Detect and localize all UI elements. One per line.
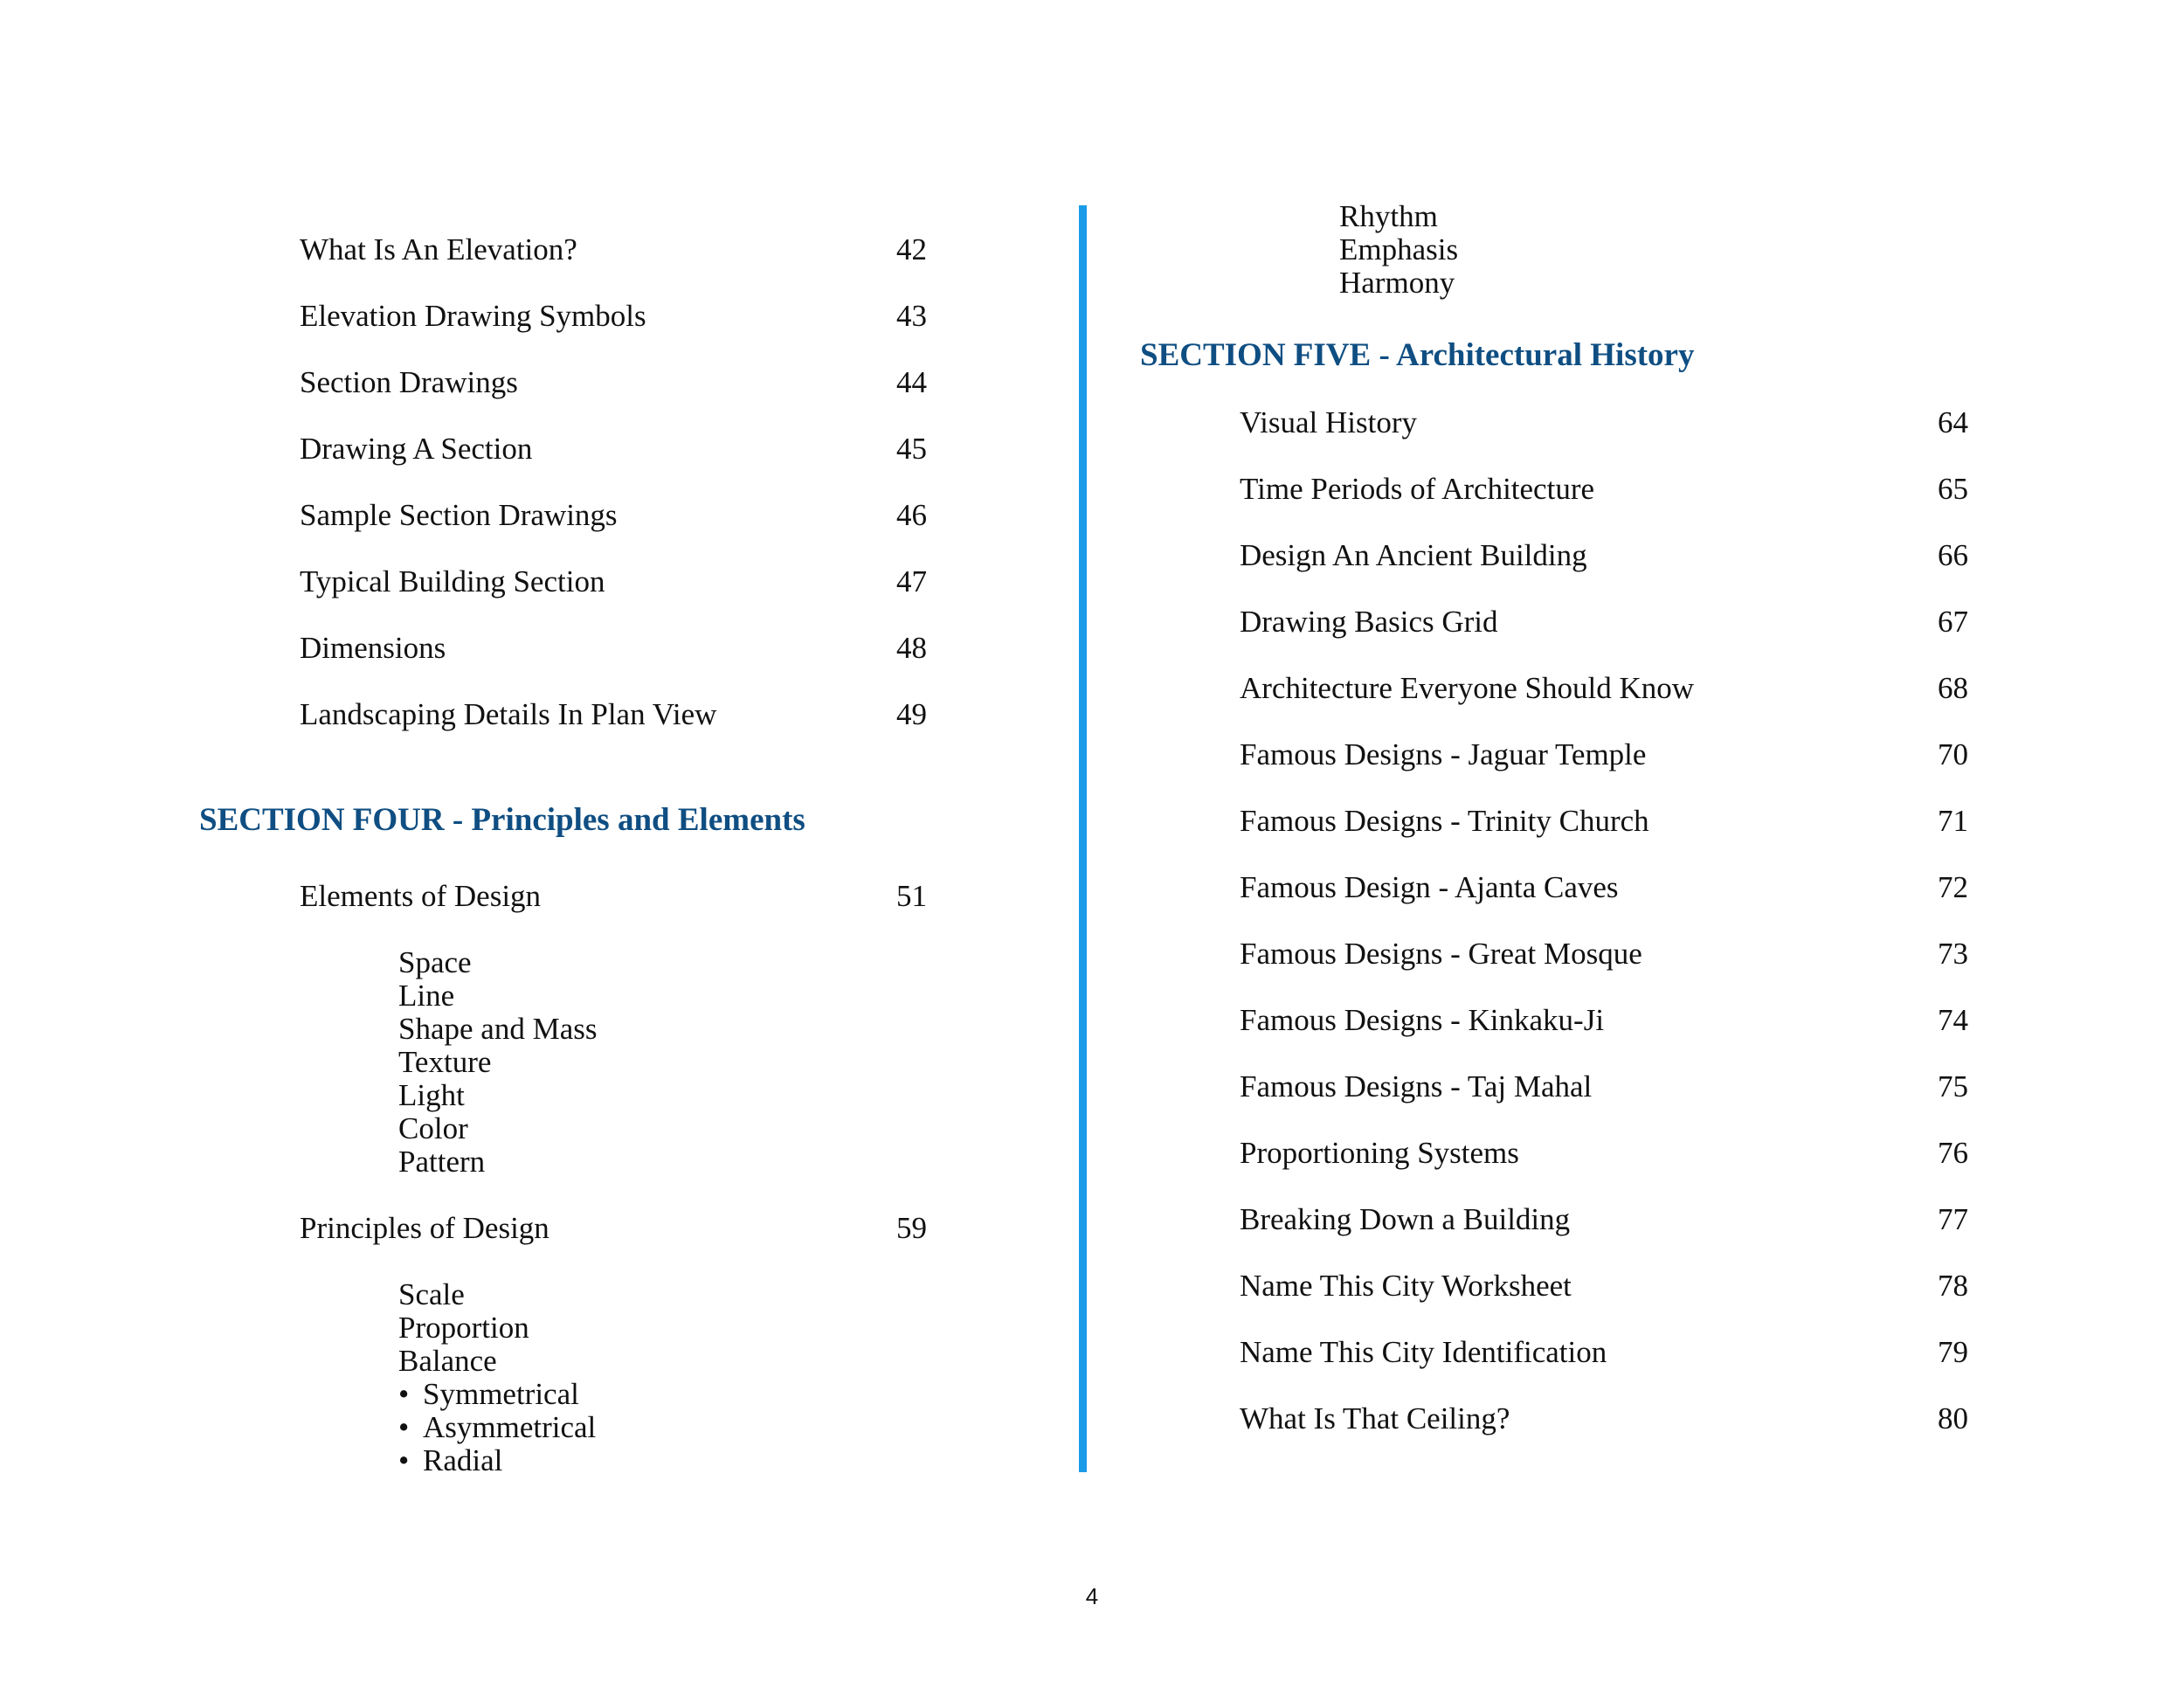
design-element-item: Color (398, 1111, 468, 1145)
design-principle-item: Harmony (1339, 266, 1455, 300)
toc-entry-title: Name This City Identification (1240, 1335, 1607, 1369)
design-principle-item: Scale (398, 1277, 465, 1311)
toc-entry-title: Famous Designs - Jaguar Temple (1240, 737, 1647, 771)
elements-of-design-title: Elements of Design (300, 879, 542, 913)
section-four-heading: SECTION FOUR - Principles and Elements (199, 802, 805, 838)
toc-entry-page: 67 (1938, 605, 1968, 639)
balance-type-label: Radial (423, 1443, 503, 1477)
toc-entry-title: Typical Building Section (300, 564, 605, 598)
toc-entry-page: 44 (896, 365, 927, 399)
toc-entry-page: 66 (1938, 538, 1968, 572)
toc-entry-title: Famous Designs - Trinity Church (1240, 804, 1649, 838)
toc-entry-page: 43 (896, 299, 927, 333)
toc-entry-page: 48 (896, 631, 927, 665)
design-principle-item: Rhythm (1339, 199, 1438, 233)
toc-entry-title: Famous Designs - Kinkaku-Ji (1240, 1003, 1605, 1037)
toc-entry-page: 77 (1938, 1202, 1968, 1236)
toc-entry-title: Architecture Everyone Should Know (1240, 671, 1694, 705)
principles-of-design-title: Principles of Design (300, 1211, 549, 1245)
toc-entry-title: What Is That Ceiling? (1240, 1401, 1510, 1435)
toc-entry-page: 73 (1938, 937, 1968, 971)
toc-entry-page: 64 (1938, 405, 1968, 439)
toc-entry-page: 76 (1938, 1136, 1968, 1170)
toc-entry-title: Drawing A Section (300, 432, 533, 466)
toc-entry-title: Famous Designs - Taj Mahal (1240, 1069, 1593, 1103)
design-principle-item: Emphasis (1339, 232, 1459, 266)
toc-entry-title: Famous Designs - Great Mosque (1240, 937, 1642, 971)
toc-entry-page: 72 (1938, 870, 1968, 904)
toc-entry-title: Name This City Worksheet (1240, 1269, 1572, 1303)
toc-entry-page: 75 (1938, 1069, 1968, 1103)
column-divider (1079, 205, 1087, 1472)
bullet-glyph: • (398, 1443, 410, 1477)
toc-entry-title: Proportioning Systems (1240, 1136, 1519, 1170)
balance-bullet-item (398, 1412, 596, 1442)
design-element-item: Shape and Mass (398, 1012, 598, 1046)
design-element-item: Light (398, 1078, 465, 1112)
toc-entry-page: 46 (896, 498, 927, 532)
toc-entry-page: 80 (1938, 1401, 1968, 1435)
toc-entry-title: Breaking Down a Building (1240, 1202, 1571, 1236)
design-element-item: Space (398, 945, 472, 979)
toc-entry-page: 79 (1938, 1335, 1968, 1369)
toc-entry-title: Sample Section Drawings (300, 498, 618, 532)
design-principle-item: Proportion (398, 1311, 529, 1345)
toc-entry-page: 42 (896, 232, 927, 266)
toc-entry-title: Design An Ancient Building (1240, 538, 1587, 572)
toc-entry-title: Famous Design - Ajanta Caves (1240, 870, 1619, 904)
toc-entry-page: 47 (896, 564, 927, 598)
toc-entry-page: 78 (1938, 1269, 1968, 1303)
page-number: 4 (1085, 1583, 1099, 1609)
balance-type-label: Asymmetrical (423, 1410, 597, 1444)
toc-entry-page: 74 (1938, 1003, 1968, 1037)
toc-entry-page: 71 (1938, 804, 1968, 838)
toc-entry-title: Elevation Drawing Symbols (300, 299, 646, 333)
design-element-item: Pattern (398, 1145, 486, 1179)
balance-bullet-item (398, 1379, 579, 1409)
toc-entry-title: Landscaping Details In Plan View (300, 697, 717, 731)
toc-entry-page: 49 (896, 697, 927, 731)
bullet-glyph: • (398, 1410, 410, 1444)
toc-entry-page: 45 (896, 432, 927, 466)
principles-of-design-page: 59 (896, 1211, 927, 1245)
toc-entry-title: Section Drawings (300, 365, 518, 399)
toc-entry-page: 68 (1938, 671, 1968, 705)
elements-of-design-page: 51 (896, 879, 927, 913)
toc-entry-title: Time Periods of Architecture (1240, 472, 1595, 506)
section-five-heading: SECTION FIVE - Architectural History (1140, 337, 1695, 373)
bullet-glyph: • (398, 1377, 410, 1411)
design-principle-item: Balance (398, 1344, 497, 1378)
balance-bullet-item (398, 1445, 502, 1476)
balance-type-label: Symmetrical (423, 1377, 579, 1411)
design-element-item: Line (398, 979, 455, 1013)
design-element-item: Texture (398, 1045, 492, 1079)
toc-entry-page: 65 (1938, 472, 1968, 506)
toc-entry-page: 70 (1938, 737, 1968, 771)
toc-entry-title: Visual History (1240, 405, 1418, 439)
toc-entry-title: Drawing Basics Grid (1240, 605, 1498, 639)
toc-entry-title: Dimensions (300, 631, 446, 665)
toc-entry-title: What Is An Elevation? (300, 232, 577, 266)
